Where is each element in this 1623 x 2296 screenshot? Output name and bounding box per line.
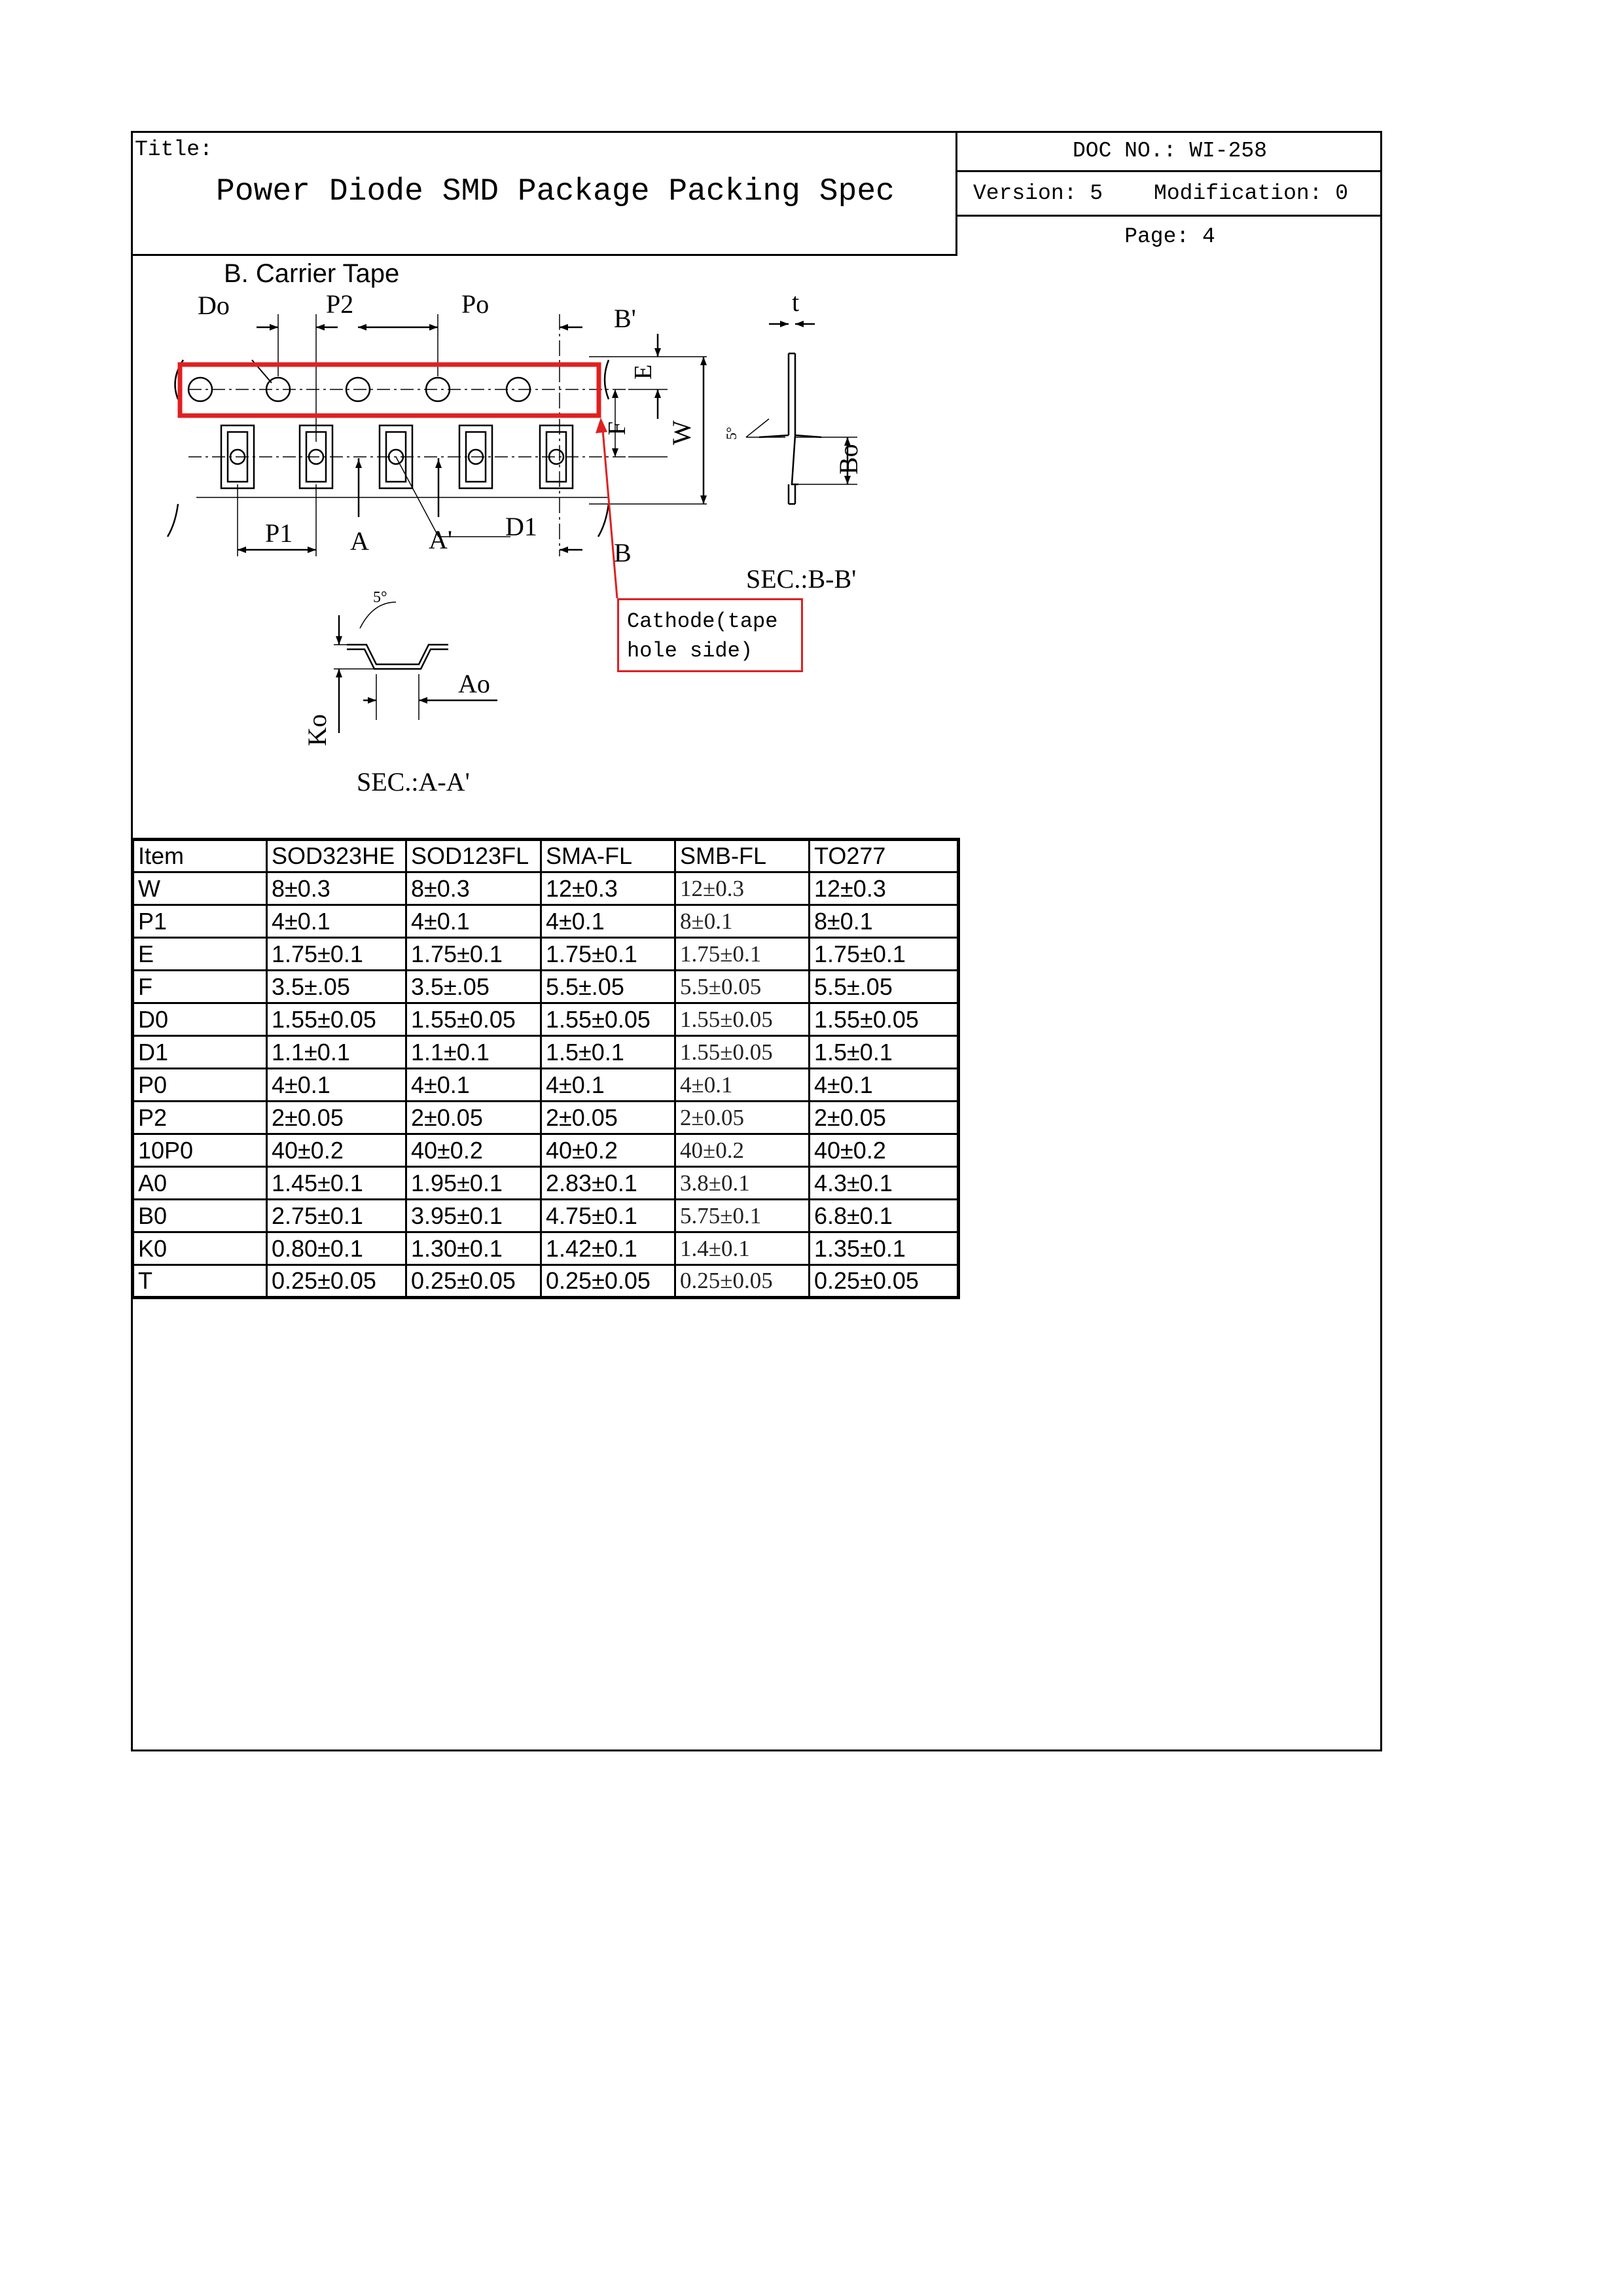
table-cell: 2.75±0.1 xyxy=(267,1200,406,1232)
section-title: B. Carrier Tape xyxy=(224,259,400,288)
table-cell: 0.25±0.05 xyxy=(810,1265,959,1298)
label-five-deg-aa: 5° xyxy=(373,589,387,606)
table-cell: 1.75±0.1 xyxy=(675,938,810,971)
table-cell: 1.75±0.1 xyxy=(267,938,406,971)
table-cell: 1.55±0.05 xyxy=(810,1003,959,1036)
cathode-callout xyxy=(617,598,803,672)
label-po: Po xyxy=(461,289,490,319)
row-item-label: A0 xyxy=(133,1167,267,1200)
label-b: B xyxy=(614,538,632,567)
table-cell: 1.5±0.1 xyxy=(541,1036,675,1069)
table-row xyxy=(133,1036,959,1069)
document-title: Power Diode SMD Package Packing Spec xyxy=(216,174,895,209)
table-row xyxy=(133,1134,959,1167)
table-cell: 6.8±0.1 xyxy=(810,1200,959,1232)
table-cell: 2±0.05 xyxy=(810,1102,959,1134)
table-row xyxy=(133,971,959,1003)
table-cell: 1.30±0.1 xyxy=(406,1232,541,1265)
table-cell: 4±0.1 xyxy=(267,1069,406,1102)
row-item-label: K0 xyxy=(133,1232,267,1265)
row-item-label: D1 xyxy=(133,1036,267,1069)
table-cell: 1.55±0.05 xyxy=(541,1003,675,1036)
table-cell: 3.8±0.1 xyxy=(675,1167,810,1200)
title-label: Title: xyxy=(135,137,213,162)
label-d1: D1 xyxy=(505,512,537,541)
table-cell: 0.80±0.1 xyxy=(267,1232,406,1265)
table-cell: 40±0.2 xyxy=(541,1134,675,1167)
table-cell: 1.5±0.1 xyxy=(810,1036,959,1069)
row-item-label: P0 xyxy=(133,1069,267,1102)
column-header: TO277 xyxy=(810,840,959,872)
doc-number: DOC NO.: WI-258 xyxy=(957,131,1382,172)
row-item-label: F xyxy=(133,971,267,1003)
table-cell: 12±0.3 xyxy=(675,872,810,905)
label-bo: Bo xyxy=(834,444,863,475)
label-sec-aa: SEC.:A-A' xyxy=(357,767,470,797)
label-do: Do xyxy=(198,291,230,320)
tape-edge-left-bottom xyxy=(168,504,178,537)
column-header: SOD123FL xyxy=(406,840,541,872)
modification-label: Modification: 0 xyxy=(1154,181,1349,206)
table-header-row xyxy=(133,840,959,872)
table-cell: 3.5±.05 xyxy=(406,971,541,1003)
table-cell: 5.5±.05 xyxy=(810,971,959,1003)
label-a-prime: A' xyxy=(429,525,453,554)
table-cell: 4±0.1 xyxy=(267,905,406,938)
row-item-label: P1 xyxy=(133,905,267,938)
table-cell: 1.75±0.1 xyxy=(810,938,959,971)
label-sec-bb: SEC.:B-B' xyxy=(746,564,857,594)
label-f: F xyxy=(603,421,631,435)
table-cell: 0.25±0.05 xyxy=(541,1265,675,1298)
tape-edge-right-top xyxy=(605,360,609,399)
table-cell: 2±0.05 xyxy=(406,1102,541,1134)
label-w: W xyxy=(667,420,696,445)
table-cell: 1.35±0.1 xyxy=(810,1232,959,1265)
row-item-label: E xyxy=(133,938,267,971)
page-number: Page: 4 xyxy=(1124,224,1215,249)
doc-info-block xyxy=(957,131,1382,256)
table-cell: 5.75±0.1 xyxy=(675,1200,810,1232)
label-p2: P2 xyxy=(326,289,354,319)
table-cell: 1.42±0.1 xyxy=(541,1232,675,1265)
table-cell: 3.95±0.1 xyxy=(406,1200,541,1232)
table-cell: 1.55±0.05 xyxy=(267,1003,406,1036)
label-p1: P1 xyxy=(265,518,293,548)
table-cell: 1.75±0.1 xyxy=(406,938,541,971)
column-header: Item xyxy=(133,840,267,872)
table-row xyxy=(133,1102,959,1134)
table-row xyxy=(133,1232,959,1265)
row-item-label: W xyxy=(133,872,267,905)
table-cell: 4±0.1 xyxy=(541,1069,675,1102)
column-header: SMA-FL xyxy=(541,840,675,872)
carrier-tape-diagram xyxy=(131,288,916,805)
table-cell: 3.5±.05 xyxy=(267,971,406,1003)
carrier-tape-spec-table xyxy=(131,838,960,1299)
row-item-label: 10P0 xyxy=(133,1134,267,1167)
tape-edge-right-bottom xyxy=(598,504,609,537)
table-cell: 0.25±0.05 xyxy=(267,1265,406,1298)
table-cell: 4.3±0.1 xyxy=(810,1167,959,1200)
table-cell: 1.75±0.1 xyxy=(541,938,675,971)
table-cell: 40±0.2 xyxy=(267,1134,406,1167)
version-row xyxy=(957,172,1382,217)
table-cell: 5.5±0.05 xyxy=(675,971,810,1003)
table-row xyxy=(133,1200,959,1232)
table-cell: 40±0.2 xyxy=(675,1134,810,1167)
label-e: E xyxy=(630,364,657,380)
column-header: SOD323HE xyxy=(267,840,406,872)
table-cell: 4.75±0.1 xyxy=(541,1200,675,1232)
table-cell: 2.83±0.1 xyxy=(541,1167,675,1200)
table-row xyxy=(133,1265,959,1298)
table-cell: 2±0.05 xyxy=(541,1102,675,1134)
table-cell: 2±0.05 xyxy=(675,1102,810,1134)
table-row xyxy=(133,1069,959,1102)
table-cell: 1.55±0.05 xyxy=(675,1003,810,1036)
table-cell: 2±0.05 xyxy=(267,1102,406,1134)
table-cell: 1.1±0.1 xyxy=(267,1036,406,1069)
table-cell: 8±0.3 xyxy=(267,872,406,905)
table-cell: 4±0.1 xyxy=(810,1069,959,1102)
table-cell: 4±0.1 xyxy=(675,1069,810,1102)
label-t: t xyxy=(792,288,800,317)
version-label: Version: 5 xyxy=(973,181,1103,206)
label-ao: Ao xyxy=(458,669,490,698)
table-row xyxy=(133,1003,959,1036)
table-cell: 1.1±0.1 xyxy=(406,1036,541,1069)
table-cell: 12±0.3 xyxy=(541,872,675,905)
table-row xyxy=(133,1167,959,1200)
table-cell: 0.25±0.05 xyxy=(675,1265,810,1298)
label-b-prime: B' xyxy=(614,304,636,333)
table-cell: 8±0.1 xyxy=(675,905,810,938)
table-row xyxy=(133,872,959,905)
label-ko: Ko xyxy=(302,714,332,746)
table-cell: 1.45±0.1 xyxy=(267,1167,406,1200)
table-row xyxy=(133,905,959,938)
label-a: A xyxy=(350,526,369,556)
callout-line-1: Cathode(tape xyxy=(627,609,778,634)
table-cell: 4±0.1 xyxy=(406,905,541,938)
table-cell: 0.25±0.05 xyxy=(406,1265,541,1298)
cathode-highlight-box xyxy=(180,365,599,416)
table-cell: 4±0.1 xyxy=(406,1069,541,1102)
table-cell: 1.55±0.05 xyxy=(406,1003,541,1036)
callout-line-2: hole side) xyxy=(627,639,753,663)
column-header: SMB-FL xyxy=(675,840,810,872)
table-cell: 1.4±0.1 xyxy=(675,1232,810,1265)
table-row xyxy=(133,938,959,971)
table-cell: 40±0.2 xyxy=(810,1134,959,1167)
table-cell: 5.5±.05 xyxy=(541,971,675,1003)
table-cell: 1.95±0.1 xyxy=(406,1167,541,1200)
row-item-label: P2 xyxy=(133,1102,267,1134)
table-cell: 8±0.1 xyxy=(810,905,959,938)
table-cell: 1.55±0.05 xyxy=(675,1036,810,1069)
table-cell: 12±0.3 xyxy=(810,872,959,905)
table-cell: 8±0.3 xyxy=(406,872,541,905)
row-item-label: B0 xyxy=(133,1200,267,1232)
table-cell: 4±0.1 xyxy=(541,905,675,938)
row-item-label: D0 xyxy=(133,1003,267,1036)
row-item-label: T xyxy=(133,1265,267,1298)
label-five-deg-bb: 5° xyxy=(723,427,740,440)
table-cell: 40±0.2 xyxy=(406,1134,541,1167)
